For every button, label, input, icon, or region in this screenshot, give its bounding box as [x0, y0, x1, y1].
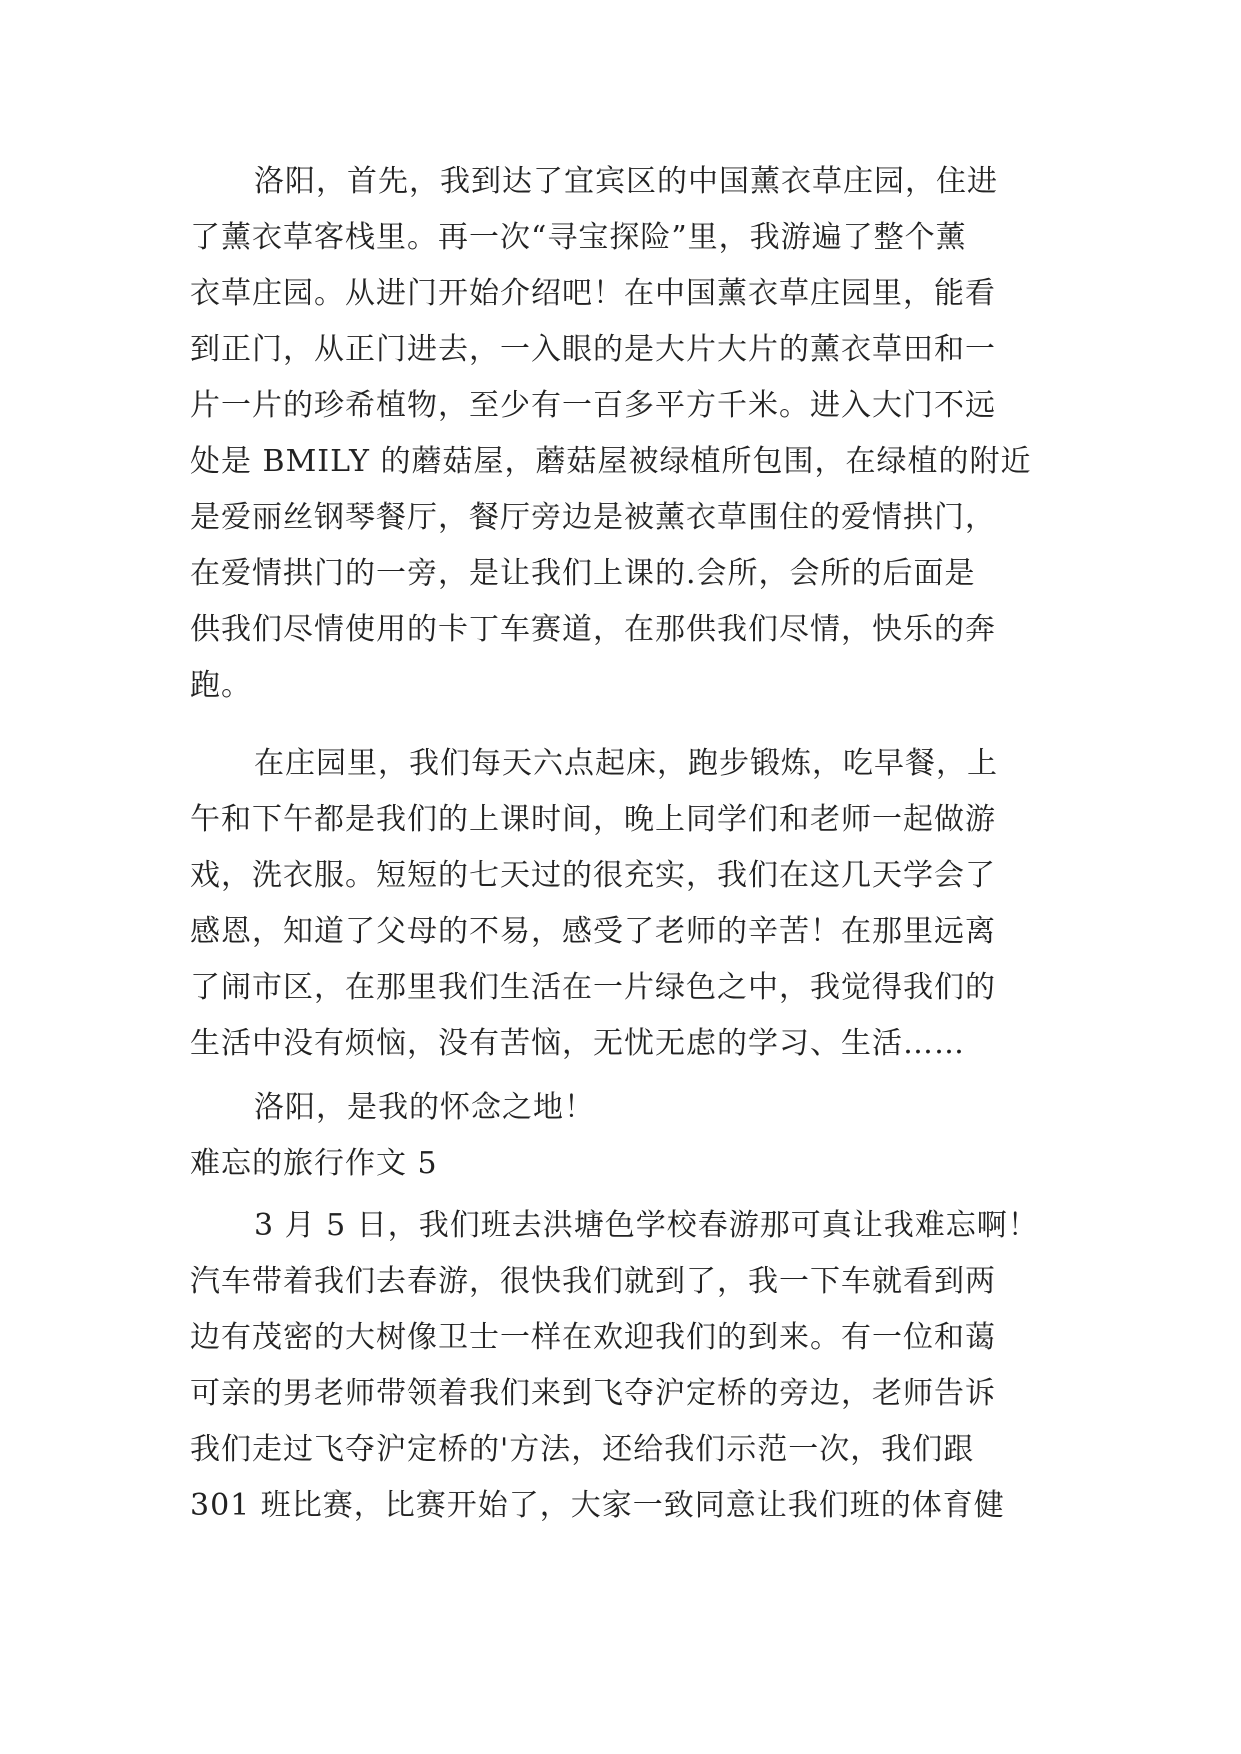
paragraph-line: 处是 BMILY 的蘑菇屋，蘑菇屋被绿植所包围，在绿植的附近 — [190, 444, 1032, 479]
paragraph-line: 可亲的男老师带领着我们来到飞夺沪定桥的旁边，老师告诉 — [190, 1376, 996, 1411]
paragraph-line: 感恩，知道了父母的不易，感受了老师的辛苦！在那里远离 — [190, 914, 996, 949]
paragraph-line: 3 月 5 日，我们班去洪塘色学校春游那可真让我难忘啊！ — [254, 1208, 1039, 1243]
paragraph-line: 洛阳，首先，我到达了宜宾区的中国薰衣草庄园，住进 — [254, 164, 998, 199]
paragraph-line: 是爱丽丝钢琴餐厅，餐厅旁边是被薰衣草围住的爱情拱门， — [190, 500, 996, 535]
paragraph-line: 午和下午都是我们的上课时间，晚上同学们和老师一起做游 — [190, 802, 996, 837]
paragraph-line: 片一片的珍希植物，至少有一百多平方千米。进入大门不远 — [190, 388, 996, 423]
paragraph-line: 到正门，从正门进去，一入眼的是大片大片的薰衣草田和一 — [190, 332, 996, 367]
paragraph-line: 我们走过飞夺沪定桥的'方法，还给我们示范一次，我们跟 — [190, 1432, 975, 1467]
paragraph-line: 衣草庄园。从进门开始介绍吧！在中国薰衣草庄园里，能看 — [190, 276, 996, 311]
paragraph-line: 戏，洗衣服。短短的七天过的很充实，我们在这几天学会了 — [190, 858, 996, 893]
section-heading: 难忘的旅行作文 5 — [190, 1146, 438, 1181]
paragraph-line: 301 班比赛，比赛开始了，大家一致同意让我们班的体育健 — [190, 1488, 1005, 1523]
paragraph-line: 生活中没有烦恼，没有苦恼，无忧无虑的学习、生活…… — [190, 1026, 965, 1061]
paragraph-line: 供我们尽情使用的卡丁车赛道，在那供我们尽情，快乐的奔 — [190, 612, 996, 647]
paragraph-line: 在庄园里，我们每天六点起床，跑步锻炼，吃早餐，上 — [254, 746, 998, 781]
paragraph-line: 了闹市区，在那里我们生活在一片绿色之中，我觉得我们的 — [190, 970, 996, 1005]
paragraph-line: 洛阳，是我的怀念之地！ — [254, 1090, 595, 1125]
paragraph-line: 跑。 — [190, 668, 252, 703]
paragraph-line: 了薰衣草客栈里。再一次“寻宝探险”里，我游遍了整个薰 — [190, 220, 967, 255]
paragraph-line: 汽车带着我们去春游，很快我们就到了，我一下车就看到两 — [190, 1264, 996, 1299]
paragraph-line: 边有茂密的大树像卫士一样在欢迎我们的到来。有一位和蔼 — [190, 1320, 996, 1355]
paragraph-line: 在爱情拱门的一旁，是让我们上课的.会所，会所的后面是 — [190, 556, 976, 591]
